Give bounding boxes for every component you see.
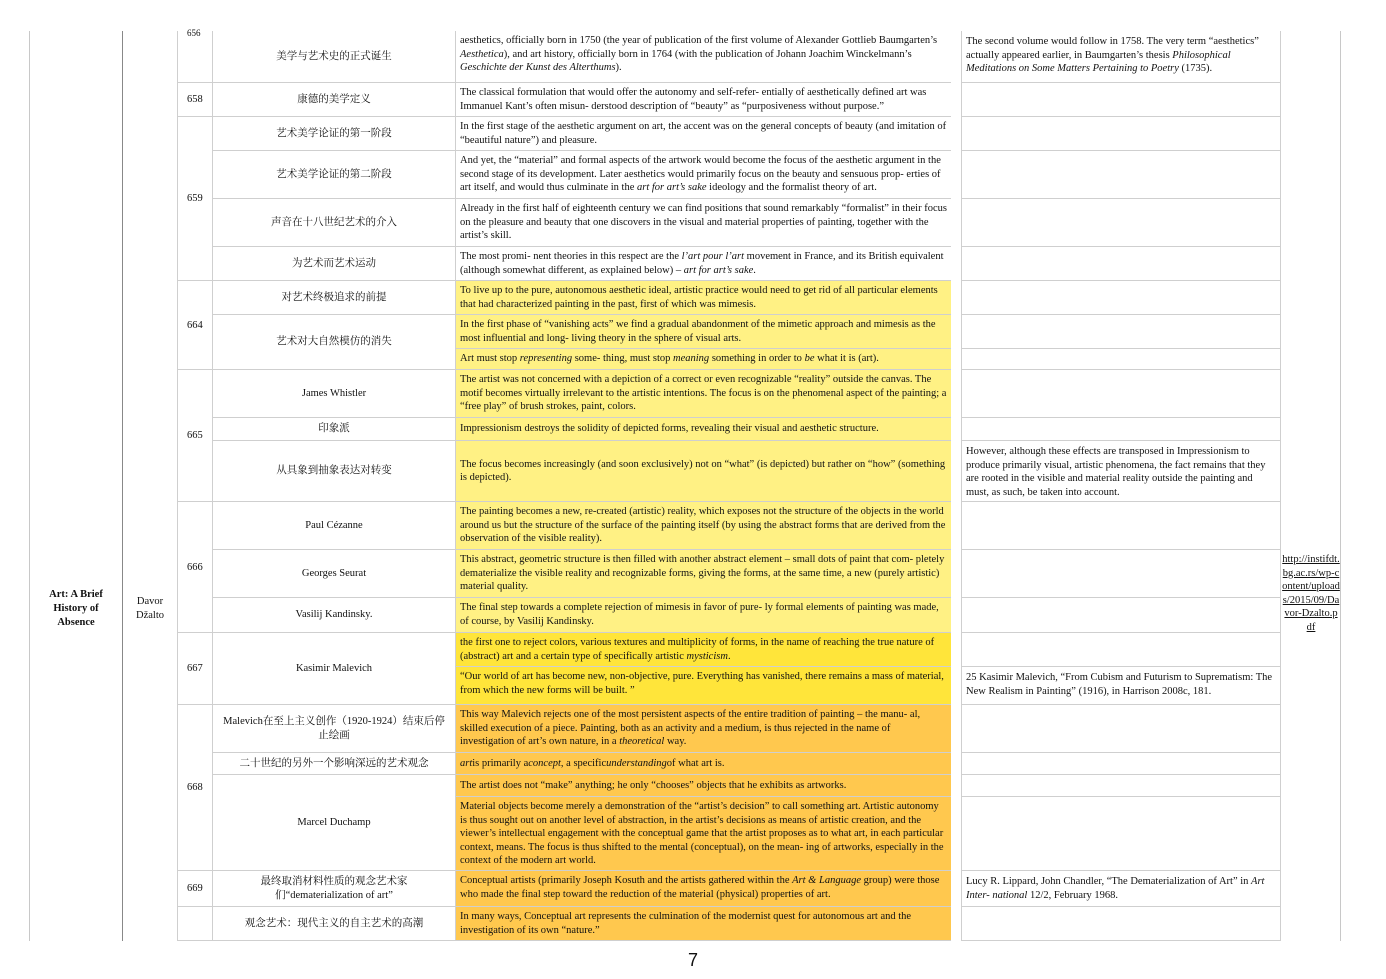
excerpt-cell: And yet, the “material” and formal aspects of the artwork would become the focus of the aesthetic argument in the second stage of its development. Later aesthetics would primarily focus on the beauty and sensuous prop- erties of art itself, and would thus culminate in the art for art’s sake ideology and the formalist theory of art. bbox=[456, 151, 951, 199]
note-cell bbox=[961, 117, 1281, 151]
topic-cell: 艺术美学论证的第二阶段 bbox=[213, 151, 456, 199]
table-row bbox=[177, 907, 1281, 941]
note-cell bbox=[961, 907, 1281, 941]
page-number: 7 bbox=[687, 950, 698, 970]
column-divider bbox=[122, 31, 123, 941]
topic-cell: 对艺术终极追求的前提 bbox=[213, 281, 456, 315]
excerpt-cell: Already in the first half of eighteenth century we can find positions that sound remarkably “formalist” in their focus on the pleasure and beauty that one discovers in the visual and material properties of painting, together with the artist’s skill. bbox=[456, 199, 951, 247]
note-cell bbox=[961, 247, 1281, 281]
table-row bbox=[177, 775, 1281, 871]
excerpt-cell: This way Malevich rejects one of the most persistent aspects of the entire tradition of painting – the manu- al, skilled execution of a piece. Painting, both as an activity and a medium, is thus rejected in the name of investigation of art’s own nature, in a theoretical way. bbox=[456, 705, 951, 753]
source-link[interactable]: http://instifdt.bg.ac.rs/wp-content/uploads/2015/09/Davor-Dzalto.pdf bbox=[1282, 554, 1340, 633]
excerpt-cell: Impressionism destroys the solidity of depicted forms, revealing their visual and aesthetic structure. bbox=[456, 418, 951, 441]
note-cell bbox=[961, 199, 1281, 247]
page-cell: 669 bbox=[177, 871, 213, 907]
note-cell bbox=[961, 598, 1281, 633]
table-row bbox=[177, 151, 1281, 199]
excerpt-cell: The focus becomes increasingly (and soon exclusively) not on “what” (is depicted) but rather on “how” (something is depicted). bbox=[456, 441, 951, 502]
note-cell bbox=[961, 705, 1281, 753]
note-cell bbox=[961, 797, 1281, 871]
excerpt-cell: The painting becomes a new, re-created (artistic) reality, which exposes not the structure of the objects in the world around us but the structure of the surface of the painting itself (by using the abstract forms that are derived from the observation of the visible reality). bbox=[456, 502, 951, 550]
topic-cell: Paul Cézanne bbox=[213, 502, 456, 550]
topic-cell: 为艺术而艺术运动 bbox=[213, 247, 456, 281]
table-row bbox=[177, 871, 1281, 907]
note-cell bbox=[961, 83, 1281, 117]
topic-cell: 声音在十八世纪艺术的介入 bbox=[213, 199, 456, 247]
excerpt-cell: the first one to reject colors, various textures and multiplicity of forms, in the name of reaching the true nature of (abstract) art and a certain type of specifically artistic mysticism. bbox=[456, 633, 951, 667]
table-row bbox=[177, 418, 1281, 441]
page-cell: 659 bbox=[177, 117, 213, 281]
excerpt-cell: Art must stop representing some- thing, must stop meaning something in order to be what it is (art). bbox=[456, 349, 951, 370]
excerpt-cell: The artist does not “make” anything; he only “chooses” objects that he exhibits as artworks. bbox=[456, 775, 951, 797]
table-row bbox=[177, 502, 1281, 550]
excerpt-cell: In the first stage of the aesthetic argument on art, the accent was on the general concepts of beauty (and imitation of “beautiful nature”) and pleasure. bbox=[456, 117, 951, 151]
topic-cell: 最终取消材料性质的观念艺术家们“dematerialization of art” bbox=[213, 871, 456, 907]
topic-cell: 美学与艺术史的正式诞生 bbox=[213, 31, 456, 83]
topic-cell: James Whistler bbox=[213, 370, 456, 418]
excerpt-cell: In the first phase of “vanishing acts” we find a gradual abandonment of the mimetic approach and mimesis as the most influential and long- living theory in the sphere of visual arts. bbox=[456, 315, 951, 349]
page-cell: 656 bbox=[177, 31, 213, 83]
note-cell: Lucy R. Lippard, John Chandler, “The Dematerialization of Art” in Art Inter- national 12/2, February 1968. bbox=[961, 871, 1281, 907]
topic-cell: 从具象到抽象表达对转变 bbox=[213, 441, 456, 502]
note-cell bbox=[961, 550, 1281, 598]
topic-cell: 艺术美学论证的第一阶段 bbox=[213, 117, 456, 151]
note-cell: The second volume would follow in 1758. The very term “aesthetics” actually appeared earlier, in Baumgarten’s thesis Philosophical Meditations on Some Matters Pertaining to Poetry (1735). bbox=[961, 31, 1281, 83]
page-cell: 666 bbox=[177, 502, 213, 633]
excerpt-cell: The classical formulation that would offer the autonomy and self-refer- entially of aesthetically defined art was Immanuel Kant’s often misun- derstood description of “beauty” as “purposiveness without purpose.” bbox=[456, 83, 951, 117]
topic-cell: Vasilij Kandinsky. bbox=[213, 598, 456, 633]
note-cell: However, although these effects are transposed in Impressionism to produce primarily visual, artistic phenomena, the fact remains that they are rooted in the visible and material reality outside the painting and must, as such, be taken into account. bbox=[961, 441, 1281, 502]
table-row bbox=[177, 315, 1281, 370]
note-cell bbox=[961, 151, 1281, 199]
page-cell: 667 bbox=[177, 633, 213, 705]
topic-cell: Kasimir Malevich bbox=[213, 633, 456, 705]
topic-cell: Georges Seurat bbox=[213, 550, 456, 598]
excerpt-cell: art is primarily a concept , a specific understanding of what art is. bbox=[456, 753, 951, 775]
topic-cell: 二十世纪的另外一个影响深远的艺术观念 bbox=[213, 753, 456, 775]
note-cell bbox=[961, 418, 1281, 441]
left-margin-line bbox=[29, 31, 30, 941]
table-row bbox=[177, 247, 1281, 281]
excerpt-cell: “Our world of art has become new, non-objective, pure. Everything has vanished, there remains a mass of material, from which the new forms will be built. ” bbox=[456, 667, 951, 705]
page-cell: 664 bbox=[177, 281, 213, 370]
note-cell bbox=[961, 281, 1281, 315]
work-title: Art: A Brief History of Absence bbox=[49, 589, 103, 628]
table-row bbox=[177, 441, 1281, 502]
note-cell bbox=[961, 775, 1281, 797]
page-cell: 668 bbox=[177, 705, 213, 871]
note-cell bbox=[961, 349, 1281, 370]
page-cell: 665 bbox=[177, 370, 213, 502]
excerpt-cell: Conceptual artists (primarily Joseph Kosuth and the artists gathered within the Art & Language group) were those who made the final step toward the reduction of the material (physical) properties of art. bbox=[456, 871, 951, 907]
topic-cell: 艺术对大自然模仿的消失 bbox=[213, 315, 456, 370]
excerpt-cell: aesthetics, officially born in 1750 (the year of publication of the first volume of Alexander Gottlieb Baumgarten’s Aesthetica), and art history, officially born in 1764 (with the publication of Johann Joachim Winckelmann’s Geschichte der Kunst des Alterthums). bbox=[456, 31, 951, 83]
table-row bbox=[177, 117, 1281, 151]
topic-cell: Marcel Duchamp bbox=[213, 775, 456, 871]
table-row bbox=[177, 705, 1281, 753]
table-row bbox=[177, 281, 1281, 315]
excerpt-cell: The artist was not concerned with a depiction of a correct or even recognizable “reality” outside the canvas. The motif becomes virtually irrelevant to the artistic intentions. The focus is on the phenomenal aspect of the painting; a “free play” of brush strokes, paint, colors. bbox=[456, 370, 951, 418]
topic-cell: 观念艺术：现代主义的自主艺术的高潮 bbox=[213, 907, 456, 941]
note-cell bbox=[961, 502, 1281, 550]
table-row bbox=[177, 633, 1281, 705]
note-cell bbox=[961, 370, 1281, 418]
note-cell: 25 Kasimir Malevich, “From Cubism and Futurism to Suprematism: The New Realism in Painting” (1916), in Harrison 2008c, 181. bbox=[961, 667, 1281, 705]
topic-cell: 印象派 bbox=[213, 418, 456, 441]
excerpt-cell: To live up to the pure, autonomous aesthetic ideal, artistic practice would need to get rid of all particular elements that had characterized painting in the past, first of which was mimesis. bbox=[456, 281, 951, 315]
excerpt-cell: The most promi- nent theories in this respect are the l’art pour l’art movement in France, and its British equivalent (although somewhat different, as explained below) – art for art’s sake. bbox=[456, 247, 951, 281]
excerpt-cell: This abstract, geometric structure is then filled with another abstract element – small dots of paint that com- pletely dematerialize the visible reality and recognizable forms, giving the forms, at the same time, a new (purely artistic) material quality. bbox=[456, 550, 951, 598]
author-name: Davor Džalto bbox=[136, 596, 164, 621]
table-row bbox=[177, 31, 1281, 83]
page-cell: 658 bbox=[177, 83, 213, 117]
table-row bbox=[177, 370, 1281, 418]
topic-cell: Malevich在至上主义创作（1920-1924）结束后停止绘画 bbox=[213, 705, 456, 753]
excerpt-cell: Material objects become merely a demonstration of the “artist’s decision” to call something art. Artistic autonomy is thus sought out on another level of abstraction, in the artist’s decisions as means of artistic creation, and the viewer’s intellectual engagement with the conceptual game that the artist proposes as to what art, in each particular context, means. The focus is thus shifted to the mental (conceptual), on the mean- ing of artworks, especially in the context of the modern art world. bbox=[456, 797, 951, 871]
table-row bbox=[177, 83, 1281, 117]
topic-cell: 康德的美学定义 bbox=[213, 83, 456, 117]
note-cell bbox=[961, 753, 1281, 775]
table-row bbox=[177, 598, 1281, 633]
note-cell bbox=[961, 315, 1281, 349]
note-cell bbox=[961, 633, 1281, 667]
excerpt-cell: In many ways, Conceptual art represents the culmination of the modernist quest for autonomous art and the investigation of its own “nature.” bbox=[456, 907, 951, 941]
table-row bbox=[177, 550, 1281, 598]
table-row bbox=[177, 199, 1281, 247]
excerpt-cell: The final step towards a complete rejection of mimesis in favor of pure- ly formal elements of painting was made, of course, by Vasilij Kandinsky. bbox=[456, 598, 951, 633]
right-margin-line bbox=[1340, 31, 1341, 941]
table-row bbox=[177, 753, 1281, 775]
